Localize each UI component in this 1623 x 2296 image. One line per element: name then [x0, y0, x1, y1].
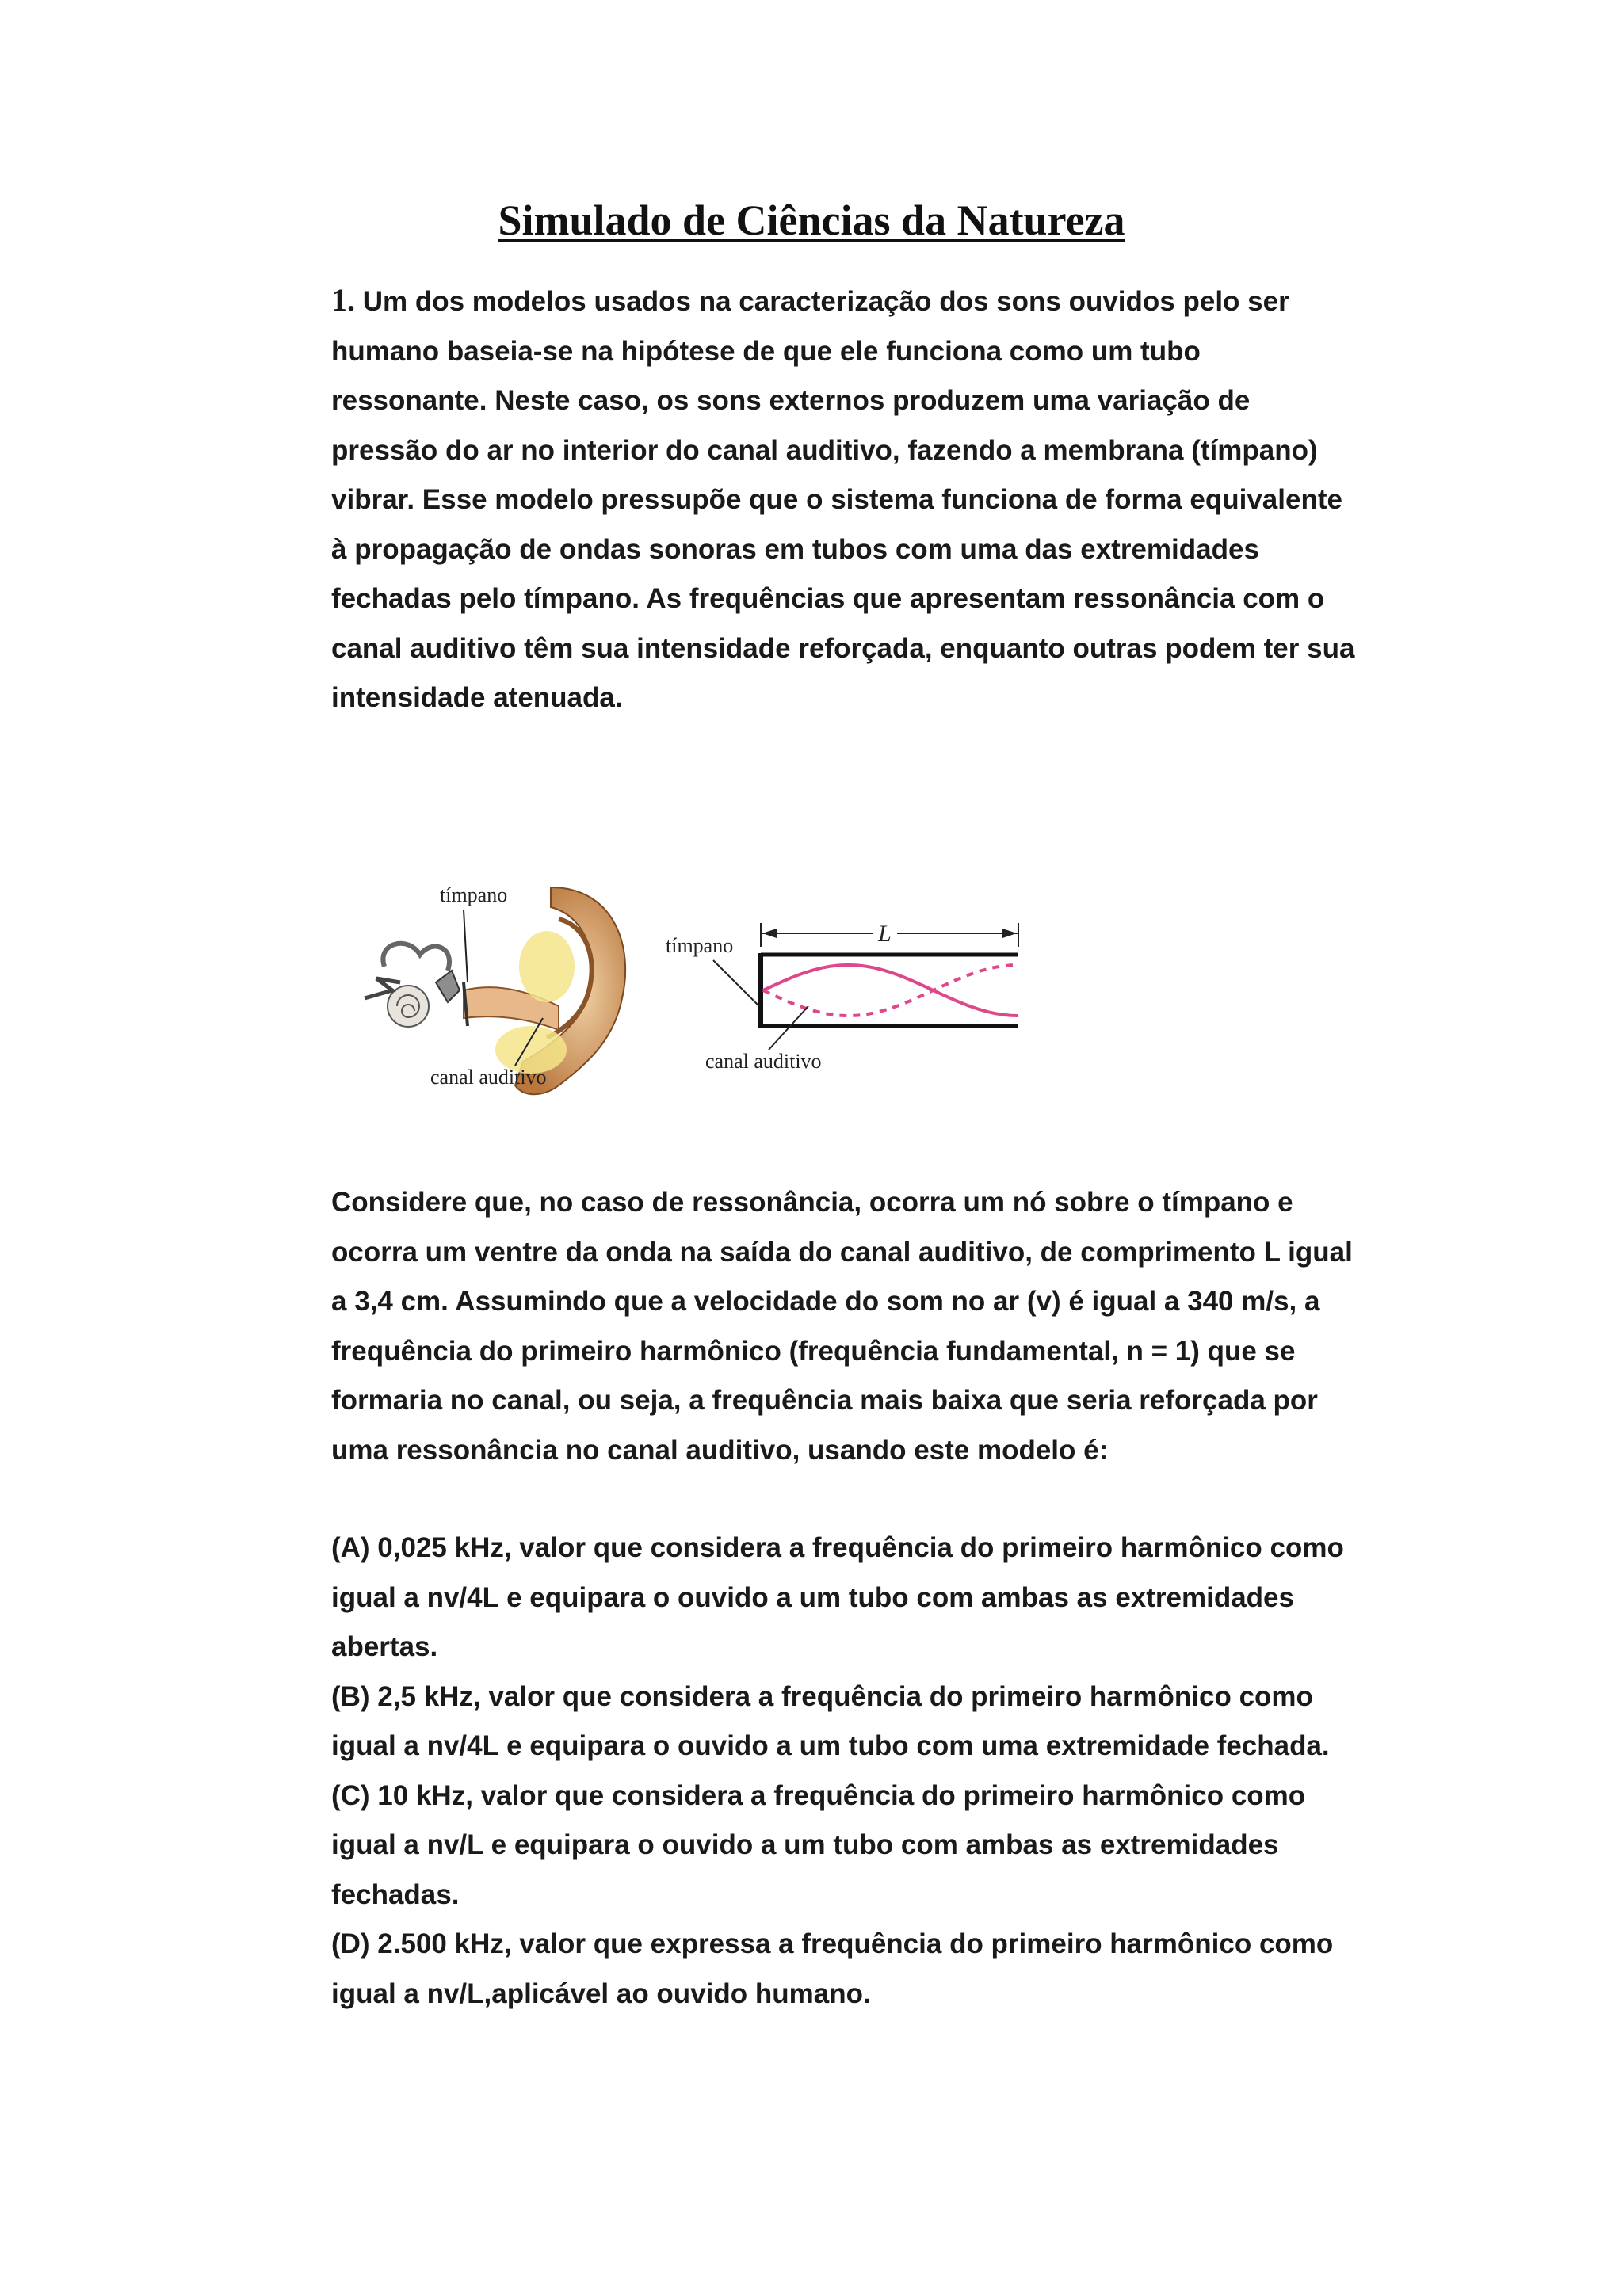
tissue-blob — [519, 931, 575, 1002]
question-intro-line: à propagação de ondas sonoras em tubos com uma das extremidades — [331, 533, 1259, 565]
question-statement-line: uma ressonância no canal auditivo, usando este modelo é: — [331, 1434, 1109, 1466]
question-statement-line: ocorra um ventre da onda na saída do canal auditivo, de comprimento L igual — [331, 1236, 1353, 1268]
option-b-line: igual a nv/4L e equipara o ouvido a um tubo com uma extremidade fechada. — [331, 1730, 1330, 1761]
ear-anatomy-illustration — [361, 871, 646, 1109]
ear-label-timpano-leader — [464, 910, 468, 982]
question-intro-line: 1. Um dos modelos usados na caracterização dos sons ouvidos pelo ser — [331, 282, 1289, 318]
arrowhead-left — [762, 929, 777, 938]
question-intro-line: fechadas pelo tímpano. As frequências que apresentam ressonância com o — [331, 583, 1325, 614]
option-b-line: (B) 2,5 kHz, valor que considera a frequência do primeiro harmônico como — [331, 1680, 1313, 1712]
ossicles-shape — [436, 971, 460, 1002]
question-intro-line: intensidade atenuada. — [331, 682, 623, 713]
arrowhead-right — [1002, 929, 1017, 938]
question-statement-line: formaria no canal, ou seja, a frequência mais baixa que seria reforçada por — [331, 1385, 1318, 1416]
length-label: L — [878, 921, 892, 947]
option-d-line: (D) 2.500 kHz, valor que expressa a frequência do primeiro harmônico como — [331, 1928, 1334, 1959]
answer-options — [331, 1524, 1409, 2019]
tube-resonance-diagram — [666, 911, 1030, 1085]
question-intro-line: ressonante. Neste caso, os sons externos produzem uma variação de — [331, 385, 1251, 416]
option-c-line: (C) 10 kHz, valor que considera a frequência do primeiro harmônico como — [331, 1779, 1306, 1811]
question-intro-line: humano baseia-se na hipótese de que ele funciona como um tubo — [331, 335, 1201, 367]
question-number: 1. — [331, 282, 355, 318]
option-c-line: fechadas. — [331, 1878, 460, 1910]
question-intro — [331, 276, 1409, 723]
option-c-line: igual a nv/L e equipara o ouvido a um tubo com ambas as extremidades — [331, 1829, 1279, 1860]
question-statement-line: frequência do primeiro harmônico (frequência fundamental, n = 1) que se — [331, 1335, 1296, 1367]
question-intro-line: canal auditivo têm sua intensidade reforçada, enquanto outras podem ter sua — [331, 632, 1355, 664]
ear-label-timpano: tímpano — [440, 883, 508, 906]
question-intro-line: vibrar. Esse modelo pressupõe que o sistema funciona de forma equivalente — [331, 484, 1342, 515]
tube-label-timpano-leader — [713, 960, 759, 1006]
question-statement — [331, 1178, 1409, 1475]
option-a-line: abertas. — [331, 1631, 438, 1662]
question-intro-line: pressão do ar no interior do canal auditivo, fazendo a membrana (tímpano) — [331, 434, 1318, 466]
option-a-line: (A) 0,025 kHz, valor que considera a frequência do primeiro harmônico como — [331, 1532, 1344, 1563]
option-d-line: igual a nv/L,aplicável ao ouvido humano. — [331, 1978, 871, 2009]
option-a-line: igual a nv/4L e equipara o ouvido a um tubo com ambas as extremidades — [331, 1581, 1294, 1613]
page-title: Simulado de Ciências da Natureza — [498, 196, 1125, 244]
semicircular-canals — [383, 944, 449, 971]
ear-label-canal: canal auditivo — [430, 1066, 547, 1089]
question-statement-line: Considere que, no caso de ressonância, ocorra um nó sobre o tímpano e — [331, 1187, 1293, 1218]
tube-label-canal: canal auditivo — [705, 1050, 822, 1073]
tube-label-timpano: tímpano — [666, 934, 734, 957]
question-statement-line: a 3,4 cm. Assumindo que a velocidade do som no ar (v) é igual a 340 m/s, a — [331, 1286, 1320, 1317]
